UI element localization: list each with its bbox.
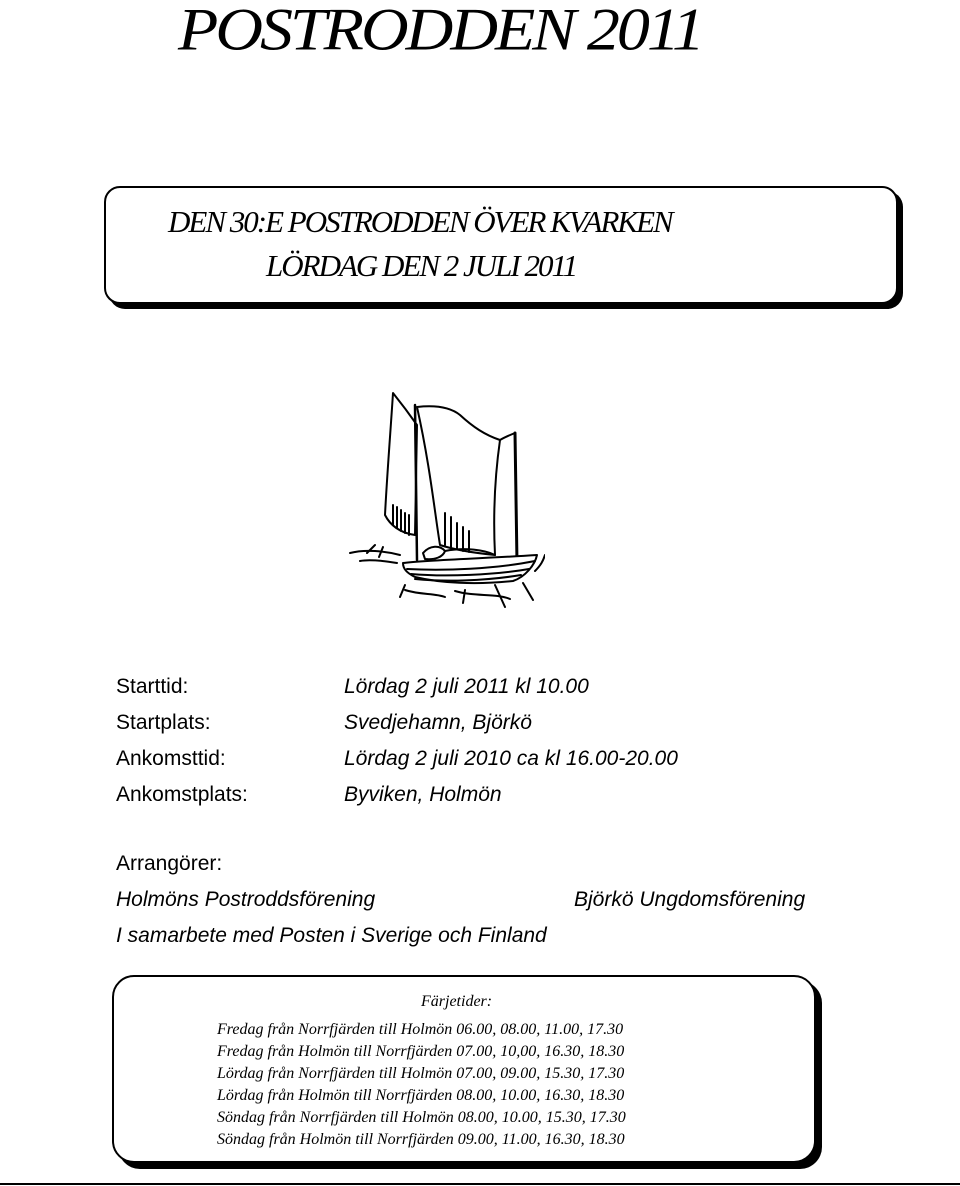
cooperation-note: I samarbete med Posten i Sverige och Finland — [116, 924, 547, 947]
sailboat-illustration — [345, 385, 545, 615]
event-date: LÖRDAG DEN 2 JULI 2011 — [266, 248, 577, 283]
detail-label: Startplats: — [116, 711, 211, 734]
ferry-schedule-line: Söndag från Norrfjärden till Holmön 08.00, 10.00, 15.30, 17.30 — [217, 1109, 626, 1126]
detail-value: Byviken, Holmön — [344, 783, 502, 806]
ferry-heading: Färjetider: — [421, 993, 493, 1010]
ferry-schedule-line: Söndag från Holmön till Norrfjärden 09.00, 11.00, 16.30, 18.30 — [217, 1131, 625, 1148]
ferry-schedule-box — [112, 975, 816, 1163]
ferry-schedule-list — [217, 1019, 626, 1151]
page-bottom-rule — [0, 1183, 960, 1185]
organizer-holmon: Holmöns Postroddsförening — [116, 888, 376, 911]
detail-label: Ankomsttid: — [116, 747, 226, 770]
detail-value: Svedjehamn, Björkö — [344, 711, 532, 734]
ferry-schedule-line: Lördag från Norrfjärden till Holmön 07.00, 09.00, 15.30, 17.30 — [217, 1065, 625, 1082]
organizers-heading: Arrangörer: — [116, 852, 223, 875]
event-name: DEN 30:E POSTRODDEN ÖVER KVARKEN — [168, 204, 672, 239]
detail-value: Lördag 2 juli 2010 ca kl 16.00-20.00 — [344, 747, 678, 770]
detail-value: Lördag 2 juli 2011 kl 10.00 — [344, 675, 589, 698]
ferry-schedule-line: Lördag från Holmön till Norrfjärden 08.00, 10.00, 16.30, 18.30 — [217, 1087, 625, 1104]
organizer-bjorko: Björkö Ungdomsförening — [574, 888, 806, 911]
page-title: POSTRODDEN 2011 — [178, 0, 702, 64]
detail-label: Ankomstplats: — [116, 783, 248, 806]
detail-label: Starttid: — [116, 675, 189, 698]
event-banner — [104, 186, 898, 304]
ferry-schedule-line: Fredag från Norrfjärden till Holmön 06.00, 08.00, 11.00, 17.30 — [217, 1021, 624, 1038]
ferry-schedule-line: Fredag från Holmön till Norrfjärden 07.00, 10,00, 16.30, 18.30 — [217, 1043, 625, 1060]
